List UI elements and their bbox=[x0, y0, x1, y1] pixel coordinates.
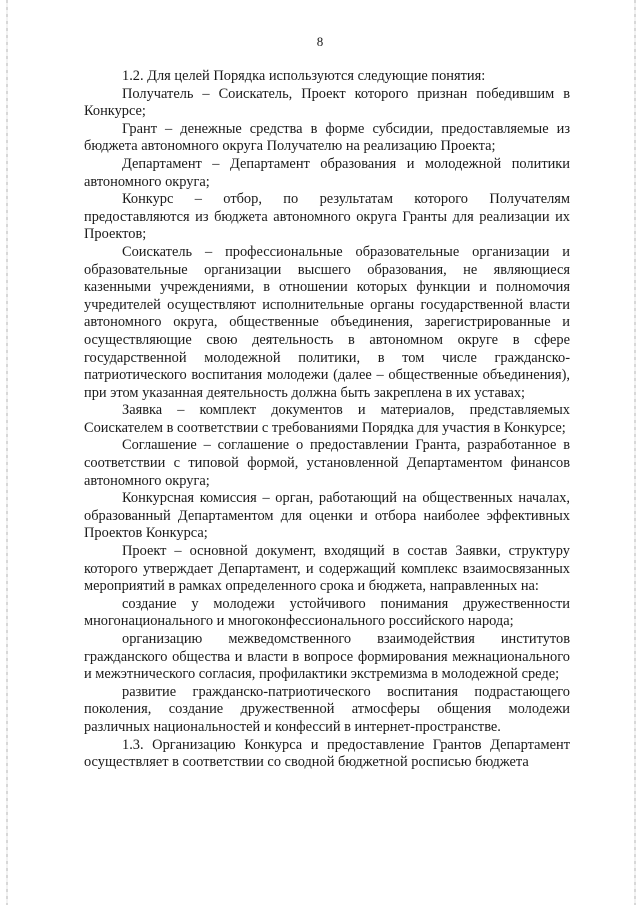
paragraph-grant: Грант – денежные средства в форме субсидии, предоставляемые из бюджета автономного округа Получателю на реализацию Проекта; bbox=[84, 120, 570, 155]
paragraph-commission: Конкурсная комиссия – орган, работающий на общественных началах, образованный Департаментом для оценки и отбора наиболее эффективных Проектов Конкурса; bbox=[84, 490, 570, 542]
paragraph-applicant: Соискатель – профессиональные образовательные организации и образовательные организации высшего образования, не являющиеся казенными учреждениями, в отношении которых функции и полномочия учредителей осуществляют исполнительные органы государственной власти автономного округа, общественные объединения, зарегистрированные и осуществляющие свою деятельность в автономном округе в сфере государственной молодежной политики, в том числе гражданско-патриотического воспитания молодежи (далее – общественные объединения), при этом указанная деятельность должна быть закреплена в их уставах; bbox=[84, 243, 570, 401]
paragraph-application: Заявка – комплект документов и материалов, представляемых Соискателем в соответствии с требованиями Порядка для участия в Конкурсе; bbox=[84, 402, 570, 436]
paragraph-department: Департамент – Департамент образования и молодежной политики автономного округа; bbox=[84, 155, 570, 190]
page-number: 8 bbox=[316, 34, 324, 49]
document-body bbox=[84, 68, 570, 772]
paragraph-agreement: Соглашение – соглашение о предоставлении Гранта, разработанное в соответствии с типовой формой, установленной Департаментом финансов автономного округа; bbox=[84, 437, 570, 489]
scan-right-edge bbox=[634, 0, 636, 905]
paragraph-project-goal-1: создание у молодежи устойчивого понимания дружественности многонационального и многоконфессионального российского народа; bbox=[84, 595, 570, 630]
paragraph-section-1-3: 1.3. Организацию Конкурса и предоставление Грантов Департамент осуществляет в соответствии со сводной бюджетной росписью бюджета bbox=[84, 736, 570, 771]
paragraph-definitions-intro: 1.2. Для целей Порядка используются следующие понятия: bbox=[122, 68, 486, 84]
paragraph-contest: Конкурс – отбор, по результатам которого Получателям предоставляются из бюджета автономного округа Гранты для реализации их Проектов; bbox=[84, 191, 570, 243]
paragraph-project-goal-3: развитие гражданско-патриотического воспитания подрастающего поколения, создание дружественной атмосферы общения молодежи различных национальностей и конфессий в интернет-пространстве. bbox=[84, 683, 570, 735]
paragraph-project: Проект – основной документ, входящий в состав Заявки, структуру которого утверждает Департамент, и содержащий комплекс взаимосвязанных мероприятий в рамках определенного срока и бюджета, направленных на: bbox=[84, 543, 570, 595]
paragraph-project-goal-2: организацию межведомственного взаимодействия институтов гражданского общества и власти в вопросе формирования межнационального и межэтнического согласия, профилактики экстремизма в молодежной среде; bbox=[84, 631, 570, 683]
paragraph-recipient: Получатель – Соискатель, Проект которого признан победившим в Конкурсе; bbox=[84, 85, 570, 120]
scan-left-edge bbox=[6, 0, 8, 905]
